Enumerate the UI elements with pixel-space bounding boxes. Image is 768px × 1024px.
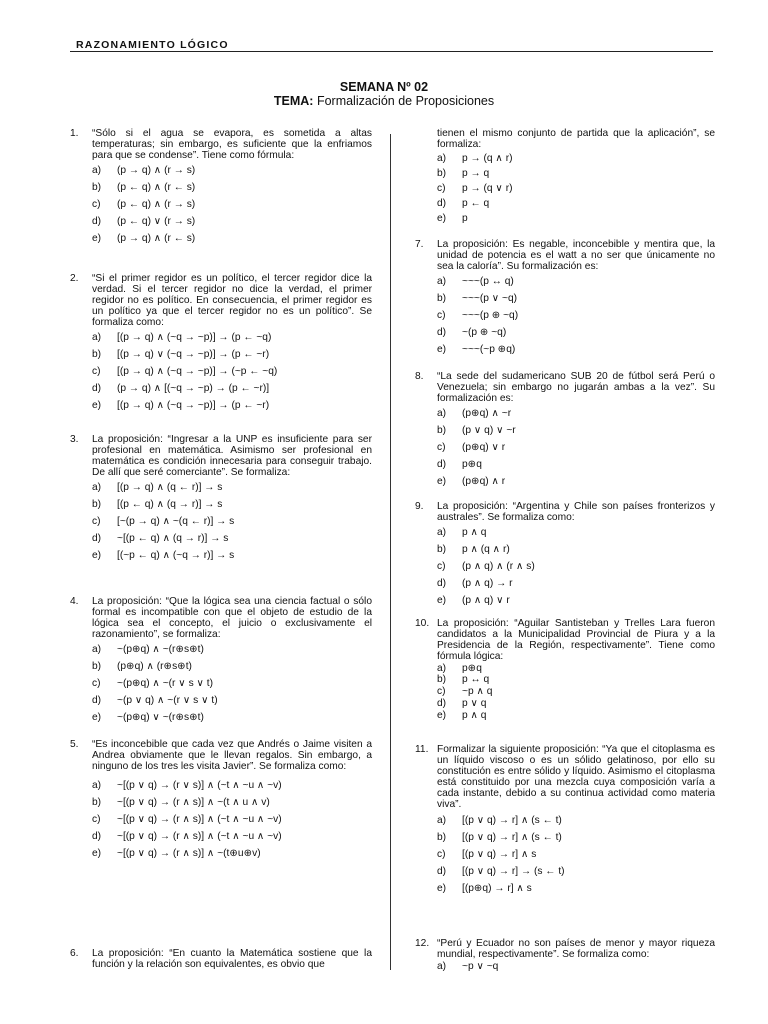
question-number: 6.: [70, 948, 79, 959]
option-b[interactable]: b) p ↔ q: [437, 674, 490, 686]
option-c[interactable]: c) ~p ∧ q: [437, 686, 493, 698]
formula: p ↔ q: [462, 674, 490, 686]
formula: [(p ∨ q) → r] → (s ← t): [462, 866, 565, 878]
question-3: [70, 435, 372, 564]
option-a[interactable]: a) [(p ∨ q) → r] ∧ (s ← t): [437, 812, 715, 829]
question-text: Formalizar la siguiente proposición: “Ya que el citoplasma es un líquido viscoso o es un sólido gelatinoso, por ello su constitución es entre sólido y líquido. Asimismo el citoplasma está constituido por una mezcla cuya composición varía a cada instante, debido a su continua actividad como materia viva”.: [437, 744, 715, 810]
question-number: 9.: [415, 501, 424, 512]
option-b[interactable]: b) (p ∨ q) ∨ ~r: [437, 422, 715, 439]
formula: ~p ∧ q: [462, 686, 493, 698]
option-d[interactable]: d) ~[(p ← q) ∧ (q → r)] → s: [92, 530, 372, 547]
formula: (p → q) ∧ [(~q → ~p) → (p ← ~r)]: [117, 382, 270, 394]
option-c[interactable]: c) ~[(p ∨ q) → (r ∧ s)] ∧ (~t ∧ ~u ∧ ~v): [92, 811, 372, 828]
formula: ~[(p ∨ q) → (r ∨ s)] ∧ (~t ∧ ~u ∧ ~v): [117, 779, 282, 791]
question-5: [70, 740, 372, 862]
option-d[interactable]: d) ~[(p ∨ q) → (r ∧ s)] ∧ (~t ∧ ~u ∧ ~v): [92, 828, 372, 845]
option-c[interactable]: c) ~(p⊕q) ∧ ~(r ∨ s ∨ t): [92, 675, 372, 692]
option-d[interactable]: d) ~(p ⊕ ~q): [437, 324, 715, 341]
option-b[interactable]: b) [(p ∨ q) → r] ∧ (s ← t): [437, 829, 715, 846]
question-1: [70, 129, 372, 247]
question-9: [415, 502, 715, 609]
option-e[interactable]: e) p ∧ q: [437, 709, 487, 721]
formula: ~[(p ∨ q) → (r ∧ s)] ∧ (~t ∧ ~u ∧ ~v): [117, 830, 282, 842]
option-c[interactable]: c) (p ← q) ∧ (r → s): [92, 196, 372, 213]
column-divider: [390, 134, 391, 970]
option-a[interactable]: a) p ∧ q: [437, 524, 715, 541]
option-b[interactable]: b) (p ← q) ∧ (r ← s): [92, 179, 372, 196]
question-text: “La sede del sudamericano SUB 20 de fútbol será Perú o Venezuela; sin embargo no jugarán ambas a la vez”. Su formalización es:: [437, 371, 715, 404]
question-7: [415, 240, 715, 358]
question-number: 1.: [70, 128, 79, 139]
option-list: [437, 151, 715, 226]
option-d[interactable]: d) p⊕q: [437, 456, 715, 473]
option-e[interactable]: e) ~[(p ∨ q) → (r ∧ s)] ∧ ~(t⊕u⊕v): [92, 845, 372, 862]
option-d[interactable]: d) (p ∧ q) → r: [437, 575, 715, 592]
option-a[interactable]: a) (p⊕q) ∧ ~r: [437, 405, 715, 422]
option-e[interactable]: e) (p → q) ∧ (r ← s): [92, 230, 372, 247]
formula: p ∧ (q ∧ r): [462, 543, 510, 555]
question-number: 12.: [415, 938, 430, 949]
option-e[interactable]: e) p: [437, 212, 468, 224]
question-text: La proposición: “Ingresar a la UNP es insuficiente para ser profesional en matemática. Asimismo ser profesional en matemática es condición innecesaria para conseguir trabajo. De allí que seré comerciante”. Se formaliza:: [92, 434, 372, 478]
question-text: La proposición: Es negable, inconcebible y mentira que, la unidad de potencia es el watt a no ser que únicamente no sea la caloría”. Su formalización es:: [437, 239, 715, 272]
option-b[interactable]: b) [(p → q) ∨ (~q → ~p)] → (p ← ~r): [92, 346, 372, 363]
option-list: [437, 273, 715, 358]
formula: (p⊕q) ∧ r: [462, 475, 506, 487]
formula: [(~p ← q) ∧ (~q → r)] → s: [117, 549, 235, 561]
formula: [(p → q) ∧ (~q → ~p)] → (~p ← ~q): [117, 365, 278, 377]
option-d[interactable]: d) (p ← q) ∨ (r → s): [92, 213, 372, 230]
formula: (p⊕q) ∧ ~r: [462, 407, 512, 419]
option-d[interactable]: d) p ∨ q: [437, 698, 487, 710]
topic-name: Formalización de Proposiciones: [316, 94, 495, 108]
option-e[interactable]: e) (p ∧ q) ∨ r: [437, 592, 715, 609]
formula: [(p⊕q) → r] ∧ s: [462, 883, 532, 895]
formula: [(p → q) ∧ (q ← r)] → s: [117, 481, 223, 493]
question-6-continued: [415, 129, 715, 226]
option-a[interactable]: a) p → (q ∧ r): [437, 152, 513, 164]
formula: ~[(p ∨ q) → (r ∧ s)] ∧ (~t ∧ ~u ∧ ~v): [117, 813, 282, 825]
option-list: [437, 524, 715, 609]
formula: ~~~(p ↔ q): [462, 275, 514, 287]
course-header: RAZONAMIENTO LÓGICO: [76, 39, 229, 51]
formula: p ← q: [462, 197, 490, 209]
formula: ~[(p ∨ q) → (r ∧ s)] ∧ ~(t⊕u⊕v): [117, 847, 261, 859]
question-text: “Perú y Ecuador no son países de menor y mayor riqueza mundial, respectivamente”. Se formaliza como:: [437, 938, 715, 960]
option-b[interactable]: b) p ∧ (q ∧ r): [437, 541, 715, 558]
formula: [(p ∨ q) → r] ∧ s: [462, 849, 537, 861]
option-e[interactable]: e) (p⊕q) ∧ r: [437, 473, 715, 490]
option-c[interactable]: c) [~(p → q) ∧ ~(q ← r)] → s: [92, 513, 372, 530]
option-b[interactable]: b) ~~~(p ∨ ~q): [437, 290, 715, 307]
formula: (p ← q) ∨ (r → s): [117, 215, 196, 227]
option-e[interactable]: e) [(p⊕q) → r] ∧ s: [437, 880, 715, 897]
formula: ~[(p ∨ q) → (r ∧ s)] ∧ ~(t ∧ u ∧ v): [117, 796, 270, 808]
option-list: [92, 641, 372, 726]
page-subtitle: [0, 94, 768, 108]
formula: (p ∧ q) ∧ (r ∧ s): [462, 560, 535, 572]
option-d[interactable]: d) p ← q: [437, 197, 490, 209]
question-12: [415, 939, 715, 973]
formula: (p → q) ∧ (r ← s): [117, 232, 196, 244]
formula: p⊕q: [462, 458, 482, 470]
option-a[interactable]: a) (p → q) ∧ (r → s): [92, 162, 372, 179]
formula: ~p ∨ ~q: [462, 960, 499, 972]
question-number: 11.: [415, 744, 429, 755]
formula: p⊕q: [462, 662, 482, 674]
question-2: [70, 274, 372, 414]
formula: p ∨ q: [462, 698, 487, 710]
formula: (p ∧ q) ∨ r: [462, 594, 510, 606]
question-text-continued: tienen el mismo conjunto de partida que la aplicación”, se formaliza:: [437, 128, 715, 150]
formula: p: [462, 212, 468, 224]
formula: (p ← q) ∧ (r ← s): [117, 181, 196, 193]
page-title: SEMANA Nº 02: [339, 80, 429, 94]
option-list: [92, 162, 372, 247]
question-text: La proposición: “En cuanto la Matemática sostiene que la función y la relación son equivalentes, es obvio que: [92, 948, 372, 970]
formula: [~(p → q) ∧ ~(q ← r)] → s: [117, 515, 235, 527]
formula: (p⊕q) ∧ (r⊕s⊕t): [117, 660, 192, 672]
formula: ~(p ⊕ ~q): [462, 326, 507, 338]
formula: ~~~(p ⊕ ~q): [462, 309, 519, 321]
formula: ~~~(~p ⊕q): [462, 343, 516, 355]
option-a[interactable]: a) ~(p⊕q) ∧ ~(r⊕s⊕t): [92, 641, 372, 658]
formula: ~(p⊕q) ∧ ~(r⊕s⊕t): [117, 643, 204, 655]
option-e[interactable]: e) [(~p ← q) ∧ (~q → r)] → s: [92, 547, 372, 564]
formula: (p → q) ∧ (r → s): [117, 164, 196, 176]
formula: [(p ∨ q) → r] ∧ (s ← t): [462, 815, 562, 827]
option-a[interactable]: a) ~~~(p ↔ q): [437, 273, 715, 290]
question-text: “Sólo si el agua se evapora, es sometida a altas temperaturas; sin embargo, es suficiente que la enfriamos para que se condense”. Tiene como fórmula:: [92, 128, 372, 161]
question-text: “Si el primer regidor es un político, el tercer regidor dice la verdad. Si el tercer regidor no dice la verdad, el primer regidor no es político. En consecuencia, el primer regidor es un político ya que el tercer regidor no es un político”. Se formaliza como:: [92, 273, 372, 328]
option-list: [437, 812, 715, 897]
option-a[interactable]: a) ~p ∨ ~q: [437, 960, 499, 972]
formula: ~(p ∨ q) ∧ ~(r ∨ s ∨ t): [117, 694, 218, 706]
question-11: [415, 745, 715, 897]
option-e[interactable]: e) ~~~(~p ⊕q): [437, 341, 715, 358]
formula: [(p → q) ∧ (~q → ~p)] → (p ← ~r): [117, 399, 270, 411]
option-list: [437, 405, 715, 490]
question-number: 5.: [70, 739, 79, 750]
formula: p → q: [462, 167, 490, 179]
formula: (p ← q) ∧ (r → s): [117, 198, 196, 210]
option-a[interactable]: a) [(p → q) ∧ (~q → ~p)] → (p ← ~q): [92, 329, 372, 346]
option-list: [92, 329, 372, 414]
option-b[interactable]: b) p → q: [437, 167, 490, 179]
option-e[interactable]: e) ~(p⊕q) ∨ ~(r⊕s⊕t): [92, 709, 372, 726]
question-text: La proposición: “Argentina y Chile son países fronterizos y australes”. Se formaliza como:: [437, 501, 715, 523]
option-c[interactable]: c) [(p ∨ q) → r] ∧ s: [437, 846, 715, 863]
question-text: “Es inconcebible que cada vez que Andrés o Jaime visiten a Andrea obviamente que le llevan regalos. Sin embargo, a ninguno de los tres les visita Javier”. Se formaliza como:: [92, 739, 372, 772]
option-c[interactable]: c) ~~~(p ⊕ ~q): [437, 307, 715, 324]
formula: ~[(p ← q) ∧ (q → r)] → s: [117, 532, 229, 544]
question-text: La proposición: “Aguilar Santisteban y Trelles Lara fueron candidatos a la Municipalidad Provincial de Piura y a la Presidencia de la Región, respectivamente”. Tiene como fórmula lógica:: [437, 618, 715, 662]
formula: p → (q ∨ r): [462, 182, 513, 194]
option-b[interactable]: b) ~[(p ∨ q) → (r ∧ s)] ∧ ~(t ∧ u ∧ v): [92, 794, 372, 811]
option-c[interactable]: c) (p ∧ q) ∧ (r ∧ s): [437, 558, 715, 575]
option-c[interactable]: c) p → (q ∨ r): [437, 182, 513, 194]
question-4: [70, 597, 372, 726]
formula: [(p → q) ∨ (~q → ~p)] → (p ← ~r): [117, 348, 270, 360]
question-number: 4.: [70, 596, 79, 607]
topic-label: TEMA:: [273, 94, 314, 108]
option-a[interactable]: a) p⊕q: [437, 662, 482, 674]
formula: (p ∧ q) → r: [462, 577, 513, 589]
option-b[interactable]: b) (p⊕q) ∧ (r⊕s⊕t): [92, 658, 372, 675]
option-d[interactable]: d) [(p ∨ q) → r] → (s ← t): [437, 863, 715, 880]
question-number: 7.: [415, 239, 424, 250]
question-number: 3.: [70, 434, 79, 445]
formula: [(p → q) ∧ (~q → ~p)] → (p ← ~q): [117, 331, 272, 343]
formula: ~~~(p ∨ ~q): [462, 292, 518, 304]
formula: ~(p⊕q) ∧ ~(r ∨ s ∨ t): [117, 677, 214, 689]
formula: p → (q ∧ r): [462, 152, 513, 164]
question-10: [415, 619, 715, 722]
question-8: [415, 372, 715, 490]
option-c[interactable]: c) (p⊕q) ∨ r: [437, 439, 715, 456]
option-e[interactable]: e) [(p → q) ∧ (~q → ~p)] → (p ← ~r): [92, 397, 372, 414]
option-list: [92, 479, 372, 564]
option-c[interactable]: c) [(p → q) ∧ (~q → ~p)] → (~p ← ~q): [92, 363, 372, 380]
option-b[interactable]: b) [(p ← q) ∧ (q → r)] → s: [92, 496, 372, 513]
formula: [(p ∨ q) → r] ∧ (s ← t): [462, 832, 562, 844]
formula: (p ∨ q) ∨ ~r: [462, 424, 516, 436]
question-6: [70, 949, 372, 971]
option-d[interactable]: d) ~(p ∨ q) ∧ ~(r ∨ s ∨ t): [92, 692, 372, 709]
option-d[interactable]: d) (p → q) ∧ [(~q → ~p) → (p ← ~r)]: [92, 380, 372, 397]
option-list: [92, 777, 372, 862]
option-a[interactable]: a) [(p → q) ∧ (q ← r)] → s: [92, 479, 372, 496]
formula: [(p ← q) ∧ (q → r)] → s: [117, 498, 223, 510]
option-list: [437, 961, 715, 973]
question-number: 10.: [415, 618, 430, 629]
header-rule: [70, 51, 713, 52]
formula: p ∧ q: [462, 526, 487, 538]
formula: ~(p⊕q) ∨ ~(r⊕s⊕t): [117, 711, 204, 723]
question-text: La proposición: “Que la lógica sea una ciencia factual o sólo formal es incompatible con que el objeto de estudio de la lógica sea el concepto, el juicio o exclusivamente el razonamiento”, se formaliza:: [92, 596, 372, 640]
option-list: [437, 663, 715, 722]
option-a[interactable]: a) ~[(p ∨ q) → (r ∨ s)] ∧ (~t ∧ ~u ∧ ~v): [92, 777, 372, 794]
question-number: 8.: [415, 371, 424, 382]
question-number: 2.: [70, 273, 79, 284]
formula: p ∧ q: [462, 709, 487, 721]
formula: (p⊕q) ∨ r: [462, 441, 506, 453]
